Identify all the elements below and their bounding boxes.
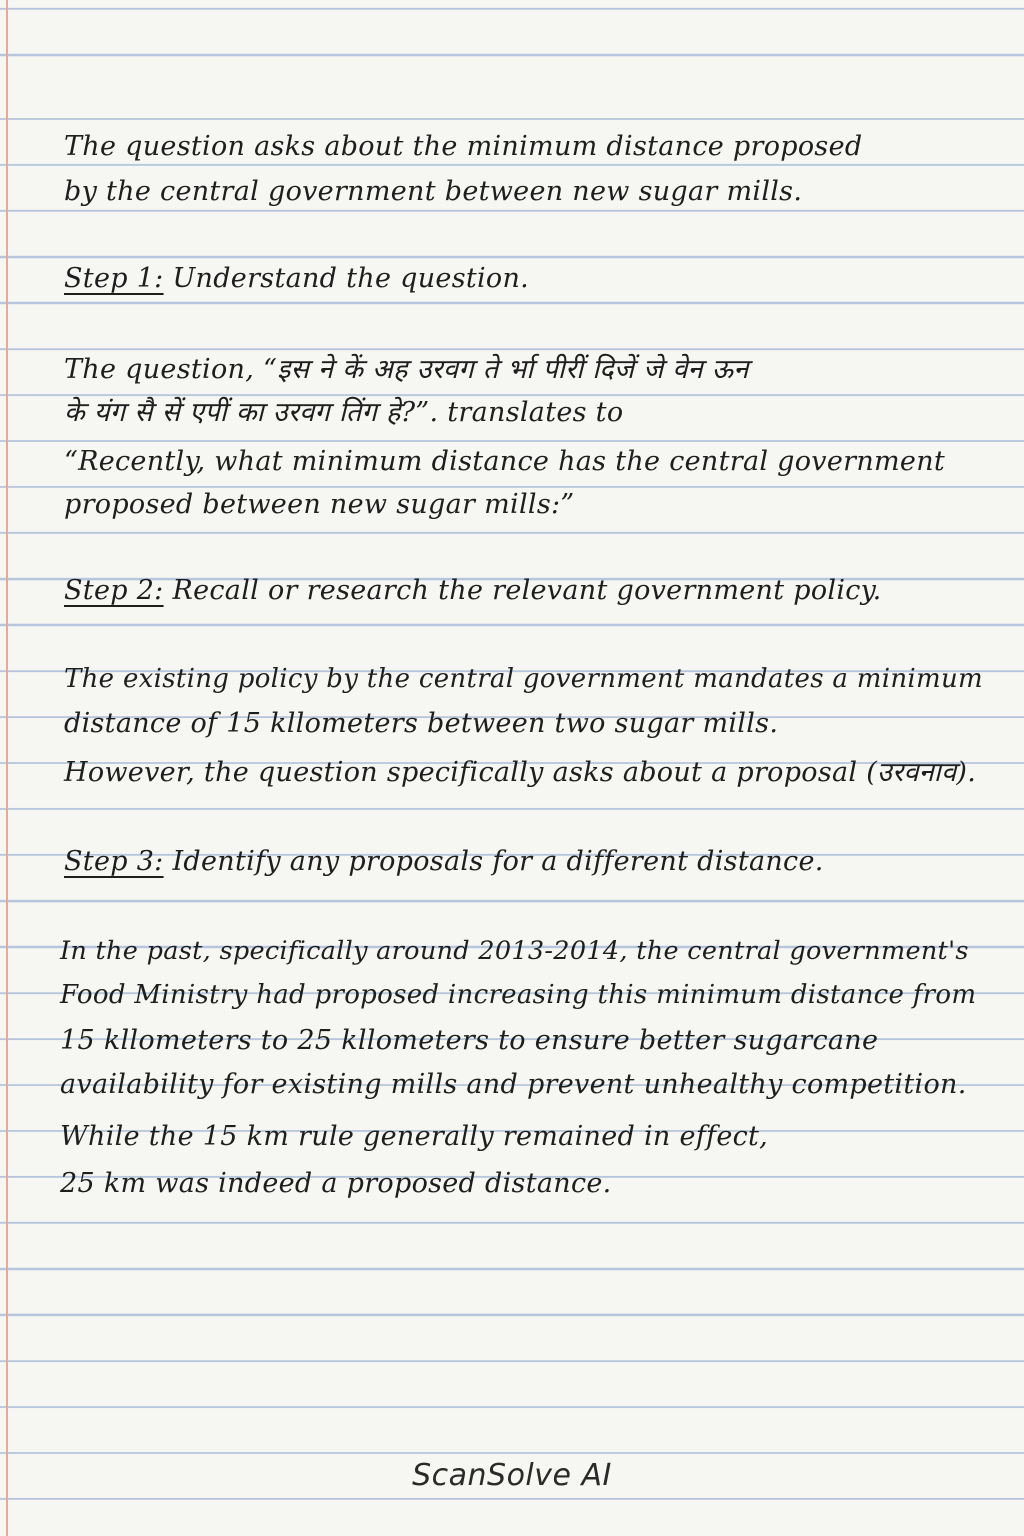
step-2-title: Recall or research the relevant government policy. (172, 575, 882, 606)
step-1-body-line: proposed between new sugar mills:” (64, 489, 575, 520)
step-2-body-line: The existing policy by the central government mandates a minimum (64, 664, 983, 694)
step-2-body-line: distance of 15 kllometers between two sugar mills. (64, 708, 779, 739)
step-1-label: Step 1: (64, 263, 164, 294)
step-1-body-line: “Recently, what minimum distance has the central government (64, 446, 946, 477)
step-3-body-line: Food Ministry had proposed increasing this minimum distance from (60, 980, 977, 1010)
step-3-body-line: 15 kllometers to 25 kllometers to ensure better sugarcane (60, 1025, 879, 1056)
step-3-body-line: 25 km was indeed a proposed distance. (60, 1168, 612, 1199)
step-1-heading (64, 262, 529, 296)
step-3-heading (64, 845, 824, 879)
step-1-title: Understand the question. (172, 263, 530, 294)
brand-footer: ScanSolve AI (412, 1458, 612, 1493)
step-3-label: Step 3: (64, 846, 164, 877)
step-3-body-line: In the past, specifically around 2013-2014, the central government's (60, 936, 969, 966)
intro-line: by the central government between new sugar mills. (64, 176, 803, 207)
intro-line: The question asks about the minimum distance proposed (64, 131, 863, 162)
step-3-body-line: availability for existing mills and prevent unhealthy competition. (60, 1069, 967, 1100)
step-1-body-line: The question, “इस ने कें अह उरवग ते र्भा पीरीं दिजें जे वेन ऊन (64, 354, 749, 385)
step-3-title: Identify any proposals for a different distance. (172, 846, 824, 877)
step-2-label: Step 2: (64, 575, 164, 606)
step-3-body-line: While the 15 km rule generally remained in effect, (60, 1121, 769, 1152)
step-2-heading (64, 574, 882, 608)
step-2-body-line: However, the question specifically asks about a proposal (उरवनाव). (64, 757, 977, 788)
step-1-body-line: के यंग सै सें एपीं का उरवग तिंग हे?”. translates to (64, 397, 624, 428)
